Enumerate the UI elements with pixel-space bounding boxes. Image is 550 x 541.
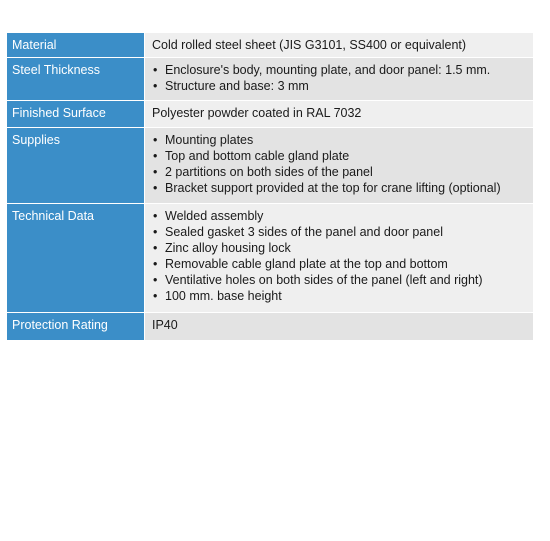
spec-bullet-item: • Bracket support provided at the top for crane lifting (optional) xyxy=(152,180,533,196)
spec-bullet-list xyxy=(152,58,533,94)
spec-label-text: Supplies xyxy=(12,133,60,147)
spec-row-finished-surface xyxy=(7,101,533,128)
spec-row-supplies xyxy=(7,128,533,204)
spec-bullet-item: • Removable cable gland plate at the top and bottom xyxy=(152,256,533,272)
spec-value-text: Polyester powder coated in RAL 7032 xyxy=(152,106,362,120)
spec-label xyxy=(7,313,145,341)
spec-bullet-item: • Top and bottom cable gland plate xyxy=(152,148,533,164)
spec-label-text: Protection Rating xyxy=(12,318,108,332)
spec-label xyxy=(7,58,145,101)
spec-value xyxy=(145,101,534,128)
spec-label xyxy=(7,128,145,204)
spec-label xyxy=(7,101,145,128)
spec-bullet-item: • Welded assembly xyxy=(152,208,533,224)
spec-bullet-item: • Ventilative holes on both sides of the panel (left and right) xyxy=(152,272,533,288)
spec-row-protection-rating xyxy=(7,313,533,341)
spec-value xyxy=(145,33,534,58)
spec-bullet-list xyxy=(152,204,533,304)
spec-value xyxy=(145,58,534,101)
spec-bullet-item: • Zinc alloy housing lock xyxy=(152,240,533,256)
spec-value xyxy=(145,204,534,313)
spec-label-text: Technical Data xyxy=(12,209,94,223)
spec-value-text: IP40 xyxy=(152,318,178,332)
spec-label-text: Finished Surface xyxy=(12,106,106,120)
spec-bullet-item: • 2 partitions on both sides of the panel xyxy=(152,164,533,180)
spec-row-technical-data xyxy=(7,204,533,313)
spec-label xyxy=(7,33,145,58)
specification-table xyxy=(7,33,533,341)
spec-value-text: Cold rolled steel sheet (JIS G3101, SS400 or equivalent) xyxy=(152,38,467,52)
spec-bullet-item: • 100 mm. base height xyxy=(152,288,533,304)
spec-bullet-item: • Enclosure's body, mounting plate, and door panel: 1.5 mm. xyxy=(152,62,533,78)
spec-bullet-list xyxy=(152,128,533,196)
spec-bullet-item: • Structure and base: 3 mm xyxy=(152,78,533,94)
spec-label-text: Steel Thickness xyxy=(12,63,101,77)
spec-bullet-item: • Sealed gasket 3 sides of the panel and door panel xyxy=(152,224,533,240)
spec-row-material xyxy=(7,33,533,58)
spec-value xyxy=(145,313,534,341)
spec-label xyxy=(7,204,145,313)
spec-value xyxy=(145,128,534,204)
spec-row-steel-thickness xyxy=(7,58,533,101)
spec-label-text: Material xyxy=(12,38,57,52)
spec-bullet-item: • Mounting plates xyxy=(152,132,533,148)
